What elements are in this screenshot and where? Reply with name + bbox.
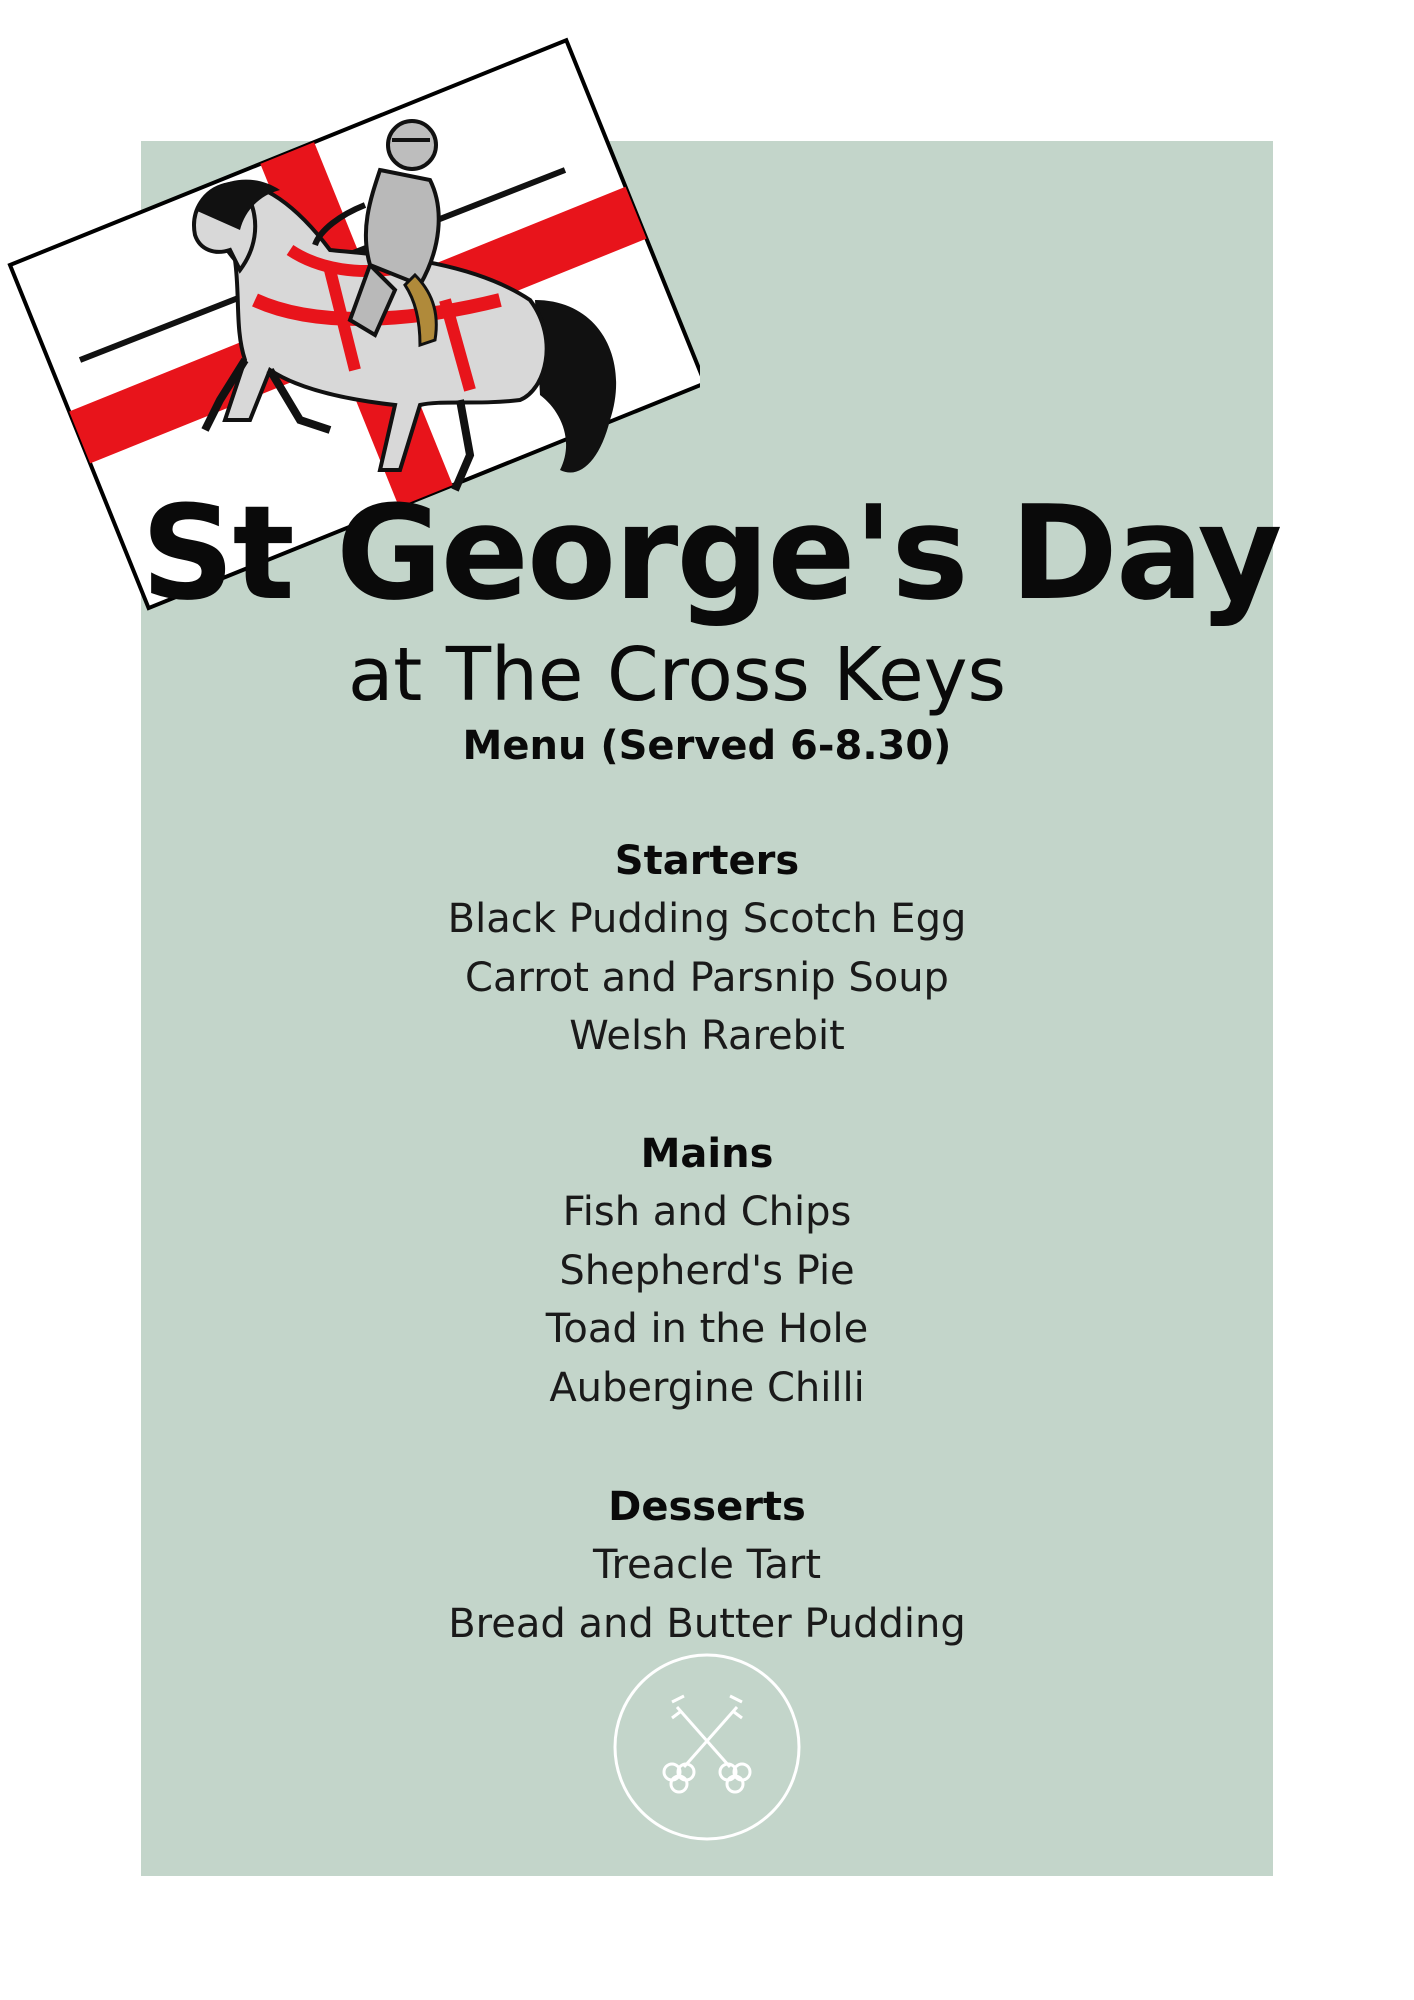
serving-times: Menu (Served 6-8.30)	[462, 723, 952, 769]
menu-item: Aubergine Chilli	[549, 1364, 865, 1411]
crossed-keys-icon	[612, 1652, 802, 1842]
section-heading-starters: Starters	[614, 838, 800, 884]
menu-item: Black Pudding Scotch Egg	[447, 896, 967, 942]
menu-item: Fish and Chips	[562, 1189, 852, 1235]
section-heading-mains: Mains	[640, 1131, 774, 1177]
venue-subtitle: at The Cross Keys	[347, 632, 1007, 718]
menu-item: Toad in the Hole	[545, 1306, 869, 1352]
page-title: St George's Day	[141, 477, 1281, 629]
menu-item: Bread and Butter Pudding	[448, 1600, 966, 1647]
menu-item: Welsh Rarebit	[569, 1013, 845, 1059]
starters-section	[141, 832, 1273, 1066]
menu-item: Shepherd's Pie	[559, 1247, 855, 1294]
menu-item: Carrot and Parsnip Soup	[465, 954, 949, 1001]
section-heading-desserts: Desserts	[608, 1484, 806, 1530]
mains-section	[141, 1125, 1273, 1417]
menu-item: Treacle Tart	[592, 1542, 822, 1588]
desserts-section	[141, 1478, 1273, 1653]
